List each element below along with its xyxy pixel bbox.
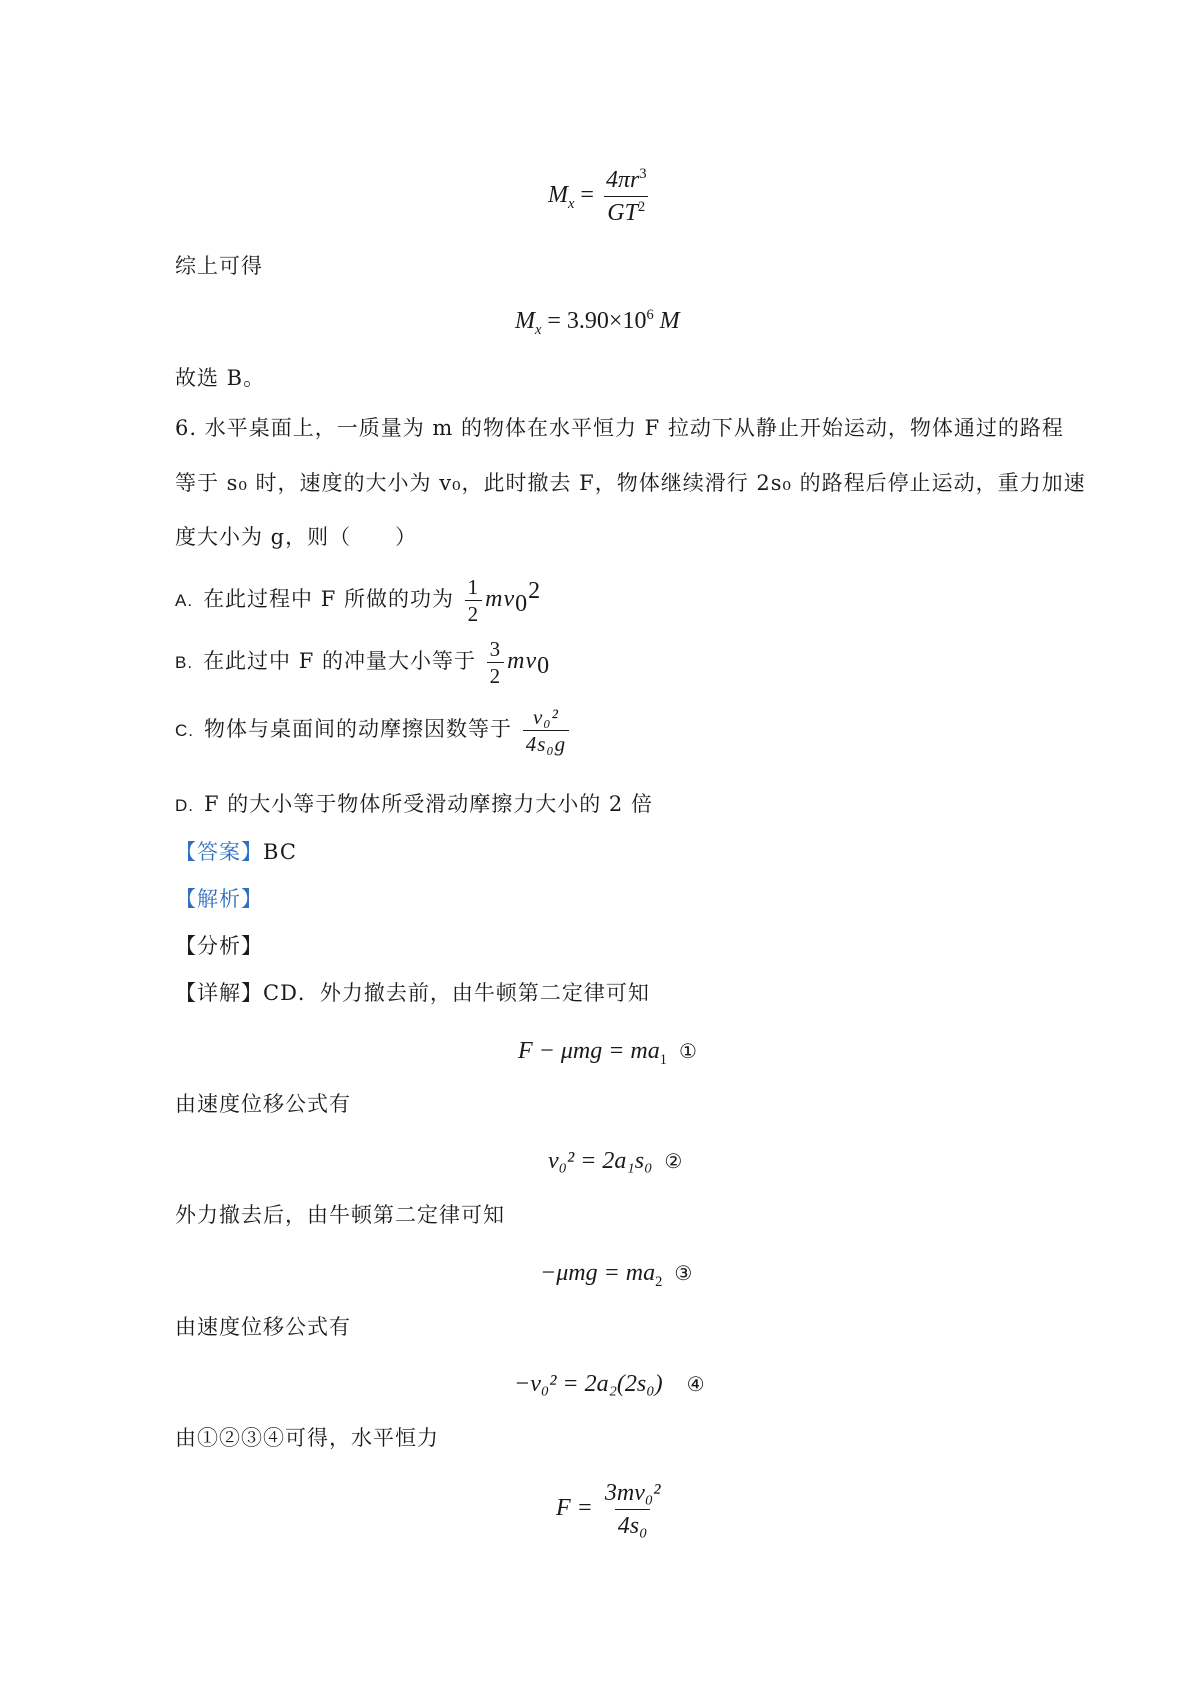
question-6-line-1: 6. 水平桌面上，一质量为 m 的物体在水平恒力 F 拉动下从静止开始运动，物体通过的路程: [175, 416, 1064, 440]
formula-mass-result: $M_x = 3.90\times 10^6$ M: [515, 307, 680, 338]
answer-line: 【答案】BC: [175, 840, 297, 864]
fenxi-tag: 【分析】: [175, 934, 263, 958]
formula-mass-kepler: $M_x$ = $\frac{4\pi r^3}{GT^2}$: [548, 166, 647, 226]
analysis-tag: 【解析】: [175, 887, 263, 911]
option-b: B. 在此过中 F 的冲量大小等于 $\frac{3}{2}$ $mv_0$: [175, 637, 551, 688]
option-d: D. F 的大小等于物体所受滑动摩擦力大小的 2 倍: [175, 792, 653, 816]
velocity-displacement-label-1: 由速度位移公式有: [175, 1092, 351, 1116]
summary-label: 综上可得: [175, 254, 263, 278]
equation-4: −v₀² = 2a₂(2s₀) ④: [514, 1371, 705, 1397]
option-c: C. 物体与桌面间的动摩擦因数等于 $\frac{\text{v₀²}}{\text{4s₀g}}$: [175, 705, 572, 756]
after-remove-label: 外力撤去后，由牛顿第二定律可知: [175, 1203, 505, 1227]
equation-1: $F - \mu mg = ma_1$ ①: [518, 1038, 697, 1068]
answer-value: BC: [263, 840, 297, 864]
choose-b-text: 故选 B。: [175, 366, 266, 390]
question-6-line-3: 度大小为 g，则（ ）: [175, 525, 418, 549]
question-6-line-2: 等于 s₀ 时，速度的大小为 v₀，此时撤去 F，物体继续滑行 2s₀ 的路程后停止运动，重力加速: [175, 471, 1086, 495]
equation-2: v₀² = 2a₁s₀ ②: [548, 1148, 683, 1174]
equation-3: $-\mu mg = ma_2$ ③: [540, 1260, 693, 1290]
velocity-displacement-label-2: 由速度位移公式有: [175, 1315, 351, 1339]
option-a: A. 在此过程中 F 所做的功为 $\frac{1}{2}$ $mv_0^2$: [175, 575, 542, 626]
detail-line: 【详解】CD．外力撤去前，由牛顿第二定律可知: [175, 981, 650, 1005]
formula-force-final: F = $\frac{\text{3mv₀²}}{\text{4s₀}}$: [556, 1480, 661, 1539]
conclusion-label: 由①②③④可得，水平恒力: [175, 1426, 439, 1450]
